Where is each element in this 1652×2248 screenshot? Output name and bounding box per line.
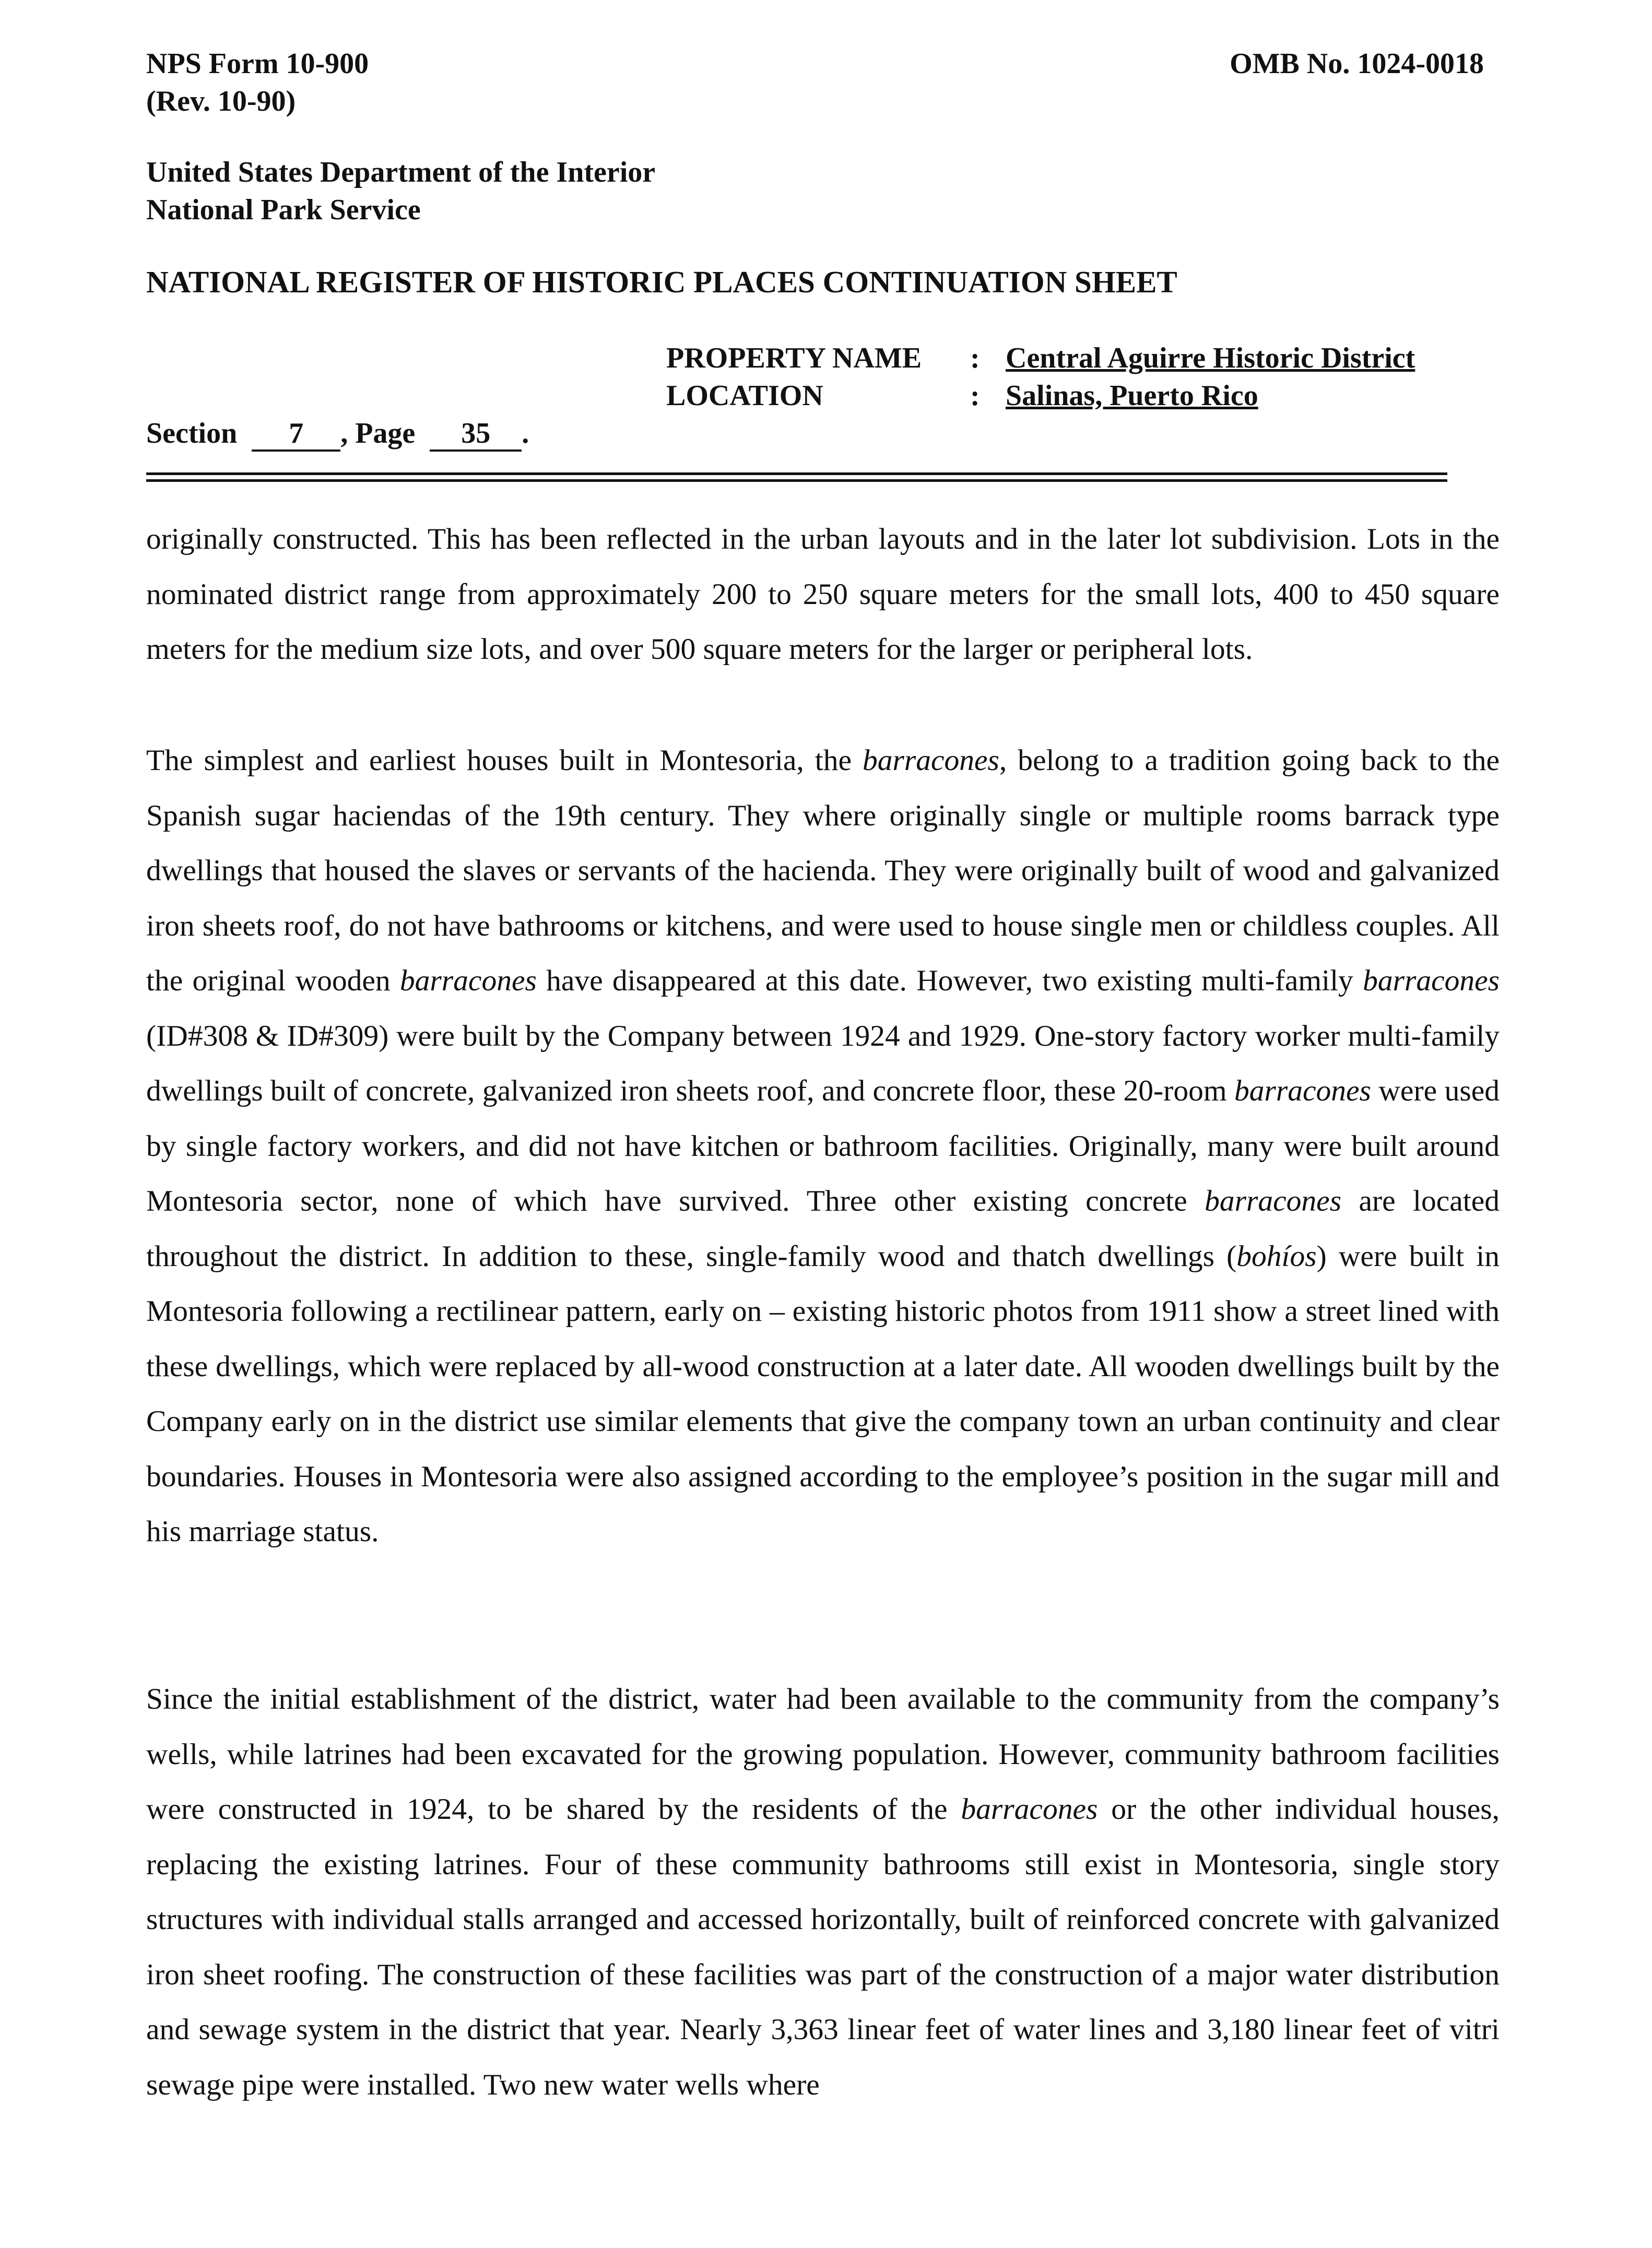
- agency-name: National Park Service: [146, 194, 421, 226]
- omb-number: OMB No. 1024-0018: [1230, 48, 1484, 80]
- property-labels: [666, 339, 922, 415]
- property-separators: [970, 339, 980, 415]
- page-label: Page: [355, 417, 416, 449]
- form-identifier: [146, 45, 369, 120]
- header-rule-top: [146, 472, 1447, 475]
- section-label: Section: [146, 417, 238, 449]
- department-name: United States Department of the Interior: [146, 156, 656, 188]
- property-values: [1006, 339, 1415, 415]
- body-paragraph-3: Since the initial establishment of the district, water had been available to the community from the company’s wells, while latrines had been excavated for the growing population. However, community bathroom facilities were constructed in 1924, to be shared by the residents of the barracones or the other individual houses, replacing the existing latrines. Four of these community bathrooms still exist in Montesoria, single story structures with individual stalls arranged and accessed horizontally, built of reinforced concrete with galvanized iron sheet roofing. The construction of these facilities was part of the construction of a major water distribution and sewage system in the district that year. Nearly 3,363 linear feet of water lines and 3,180 linear feet of vitri sewage pipe were installed. Two new water wells where: [146, 1683, 1500, 2101]
- property-name-value: Central Aguirre Historic District: [1006, 342, 1415, 374]
- section-number: 7: [252, 417, 340, 452]
- section-page-line: Section 7 , Page 35 .: [146, 415, 529, 452]
- page-number: 35: [430, 417, 522, 452]
- form-number: NPS Form 10-900: [146, 48, 369, 80]
- body-paragraph-1: originally constructed. This has been reflected in the urban layouts and in the later lot subdivision. Lots in the nominated district range from approximately 200 to 250 square meters for the small lots, 400 to 450 square meters for the medium size lots, and over 500 square meters for the larger or peripheral lots.: [146, 523, 1500, 666]
- location-label: LOCATION: [666, 380, 823, 412]
- header-rule-bottom: [146, 479, 1447, 482]
- body-paragraph-2: The simplest and earliest houses built in Montesoria, the barracones, belong to a tradition going back to the Spanish sugar haciendas of the 19th century. They where originally single or multiple rooms barrack type dwellings that housed the slaves or servants of the hacienda. They were originally built of wood and galvanized iron sheets roof, do not have bathrooms or kitchens, and were used to house single men or childless couples. All the original wooden barracones have disappeared at this date. However, two existing multi-family barracones (ID#308 & ID#309) were built by the Company between 1924 and 1929. One-story factory worker multi-family dwellings built of concrete, galvanized iron sheets roof, and concrete floor, these 20-room barracones were used by single factory workers, and did not have kitchen or bathroom facilities. Originally, many were built around Montesoria sector, none of which have survived. Three other existing concrete barracones are located throughout the district. In addition to these, single-family wood and thatch dwellings (bohíos) were built in Montesoria following a rectilinear pattern, early on – existing historic photos from 1911 show a street lined with these dwellings, which were replaced by all-wood construction at a later date. All wooden dwellings built by the Company early on in the district use similar elements that give the company town an urban continuity and clear boundaries. Houses in Montesoria were also assigned according to the employee’s position in the sugar mill and his marriage status.: [146, 744, 1500, 1548]
- form-revision: (Rev. 10-90): [146, 85, 296, 117]
- location-value: Salinas, Puerto Rico: [1006, 380, 1258, 412]
- sheet-title: NATIONAL REGISTER OF HISTORIC PLACES CONTINUATION SHEET: [146, 265, 1177, 299]
- agency-block: [146, 153, 655, 229]
- property-name-separator: :: [970, 342, 980, 374]
- property-name-label: PROPERTY NAME: [666, 342, 922, 374]
- location-separator: :: [970, 380, 980, 412]
